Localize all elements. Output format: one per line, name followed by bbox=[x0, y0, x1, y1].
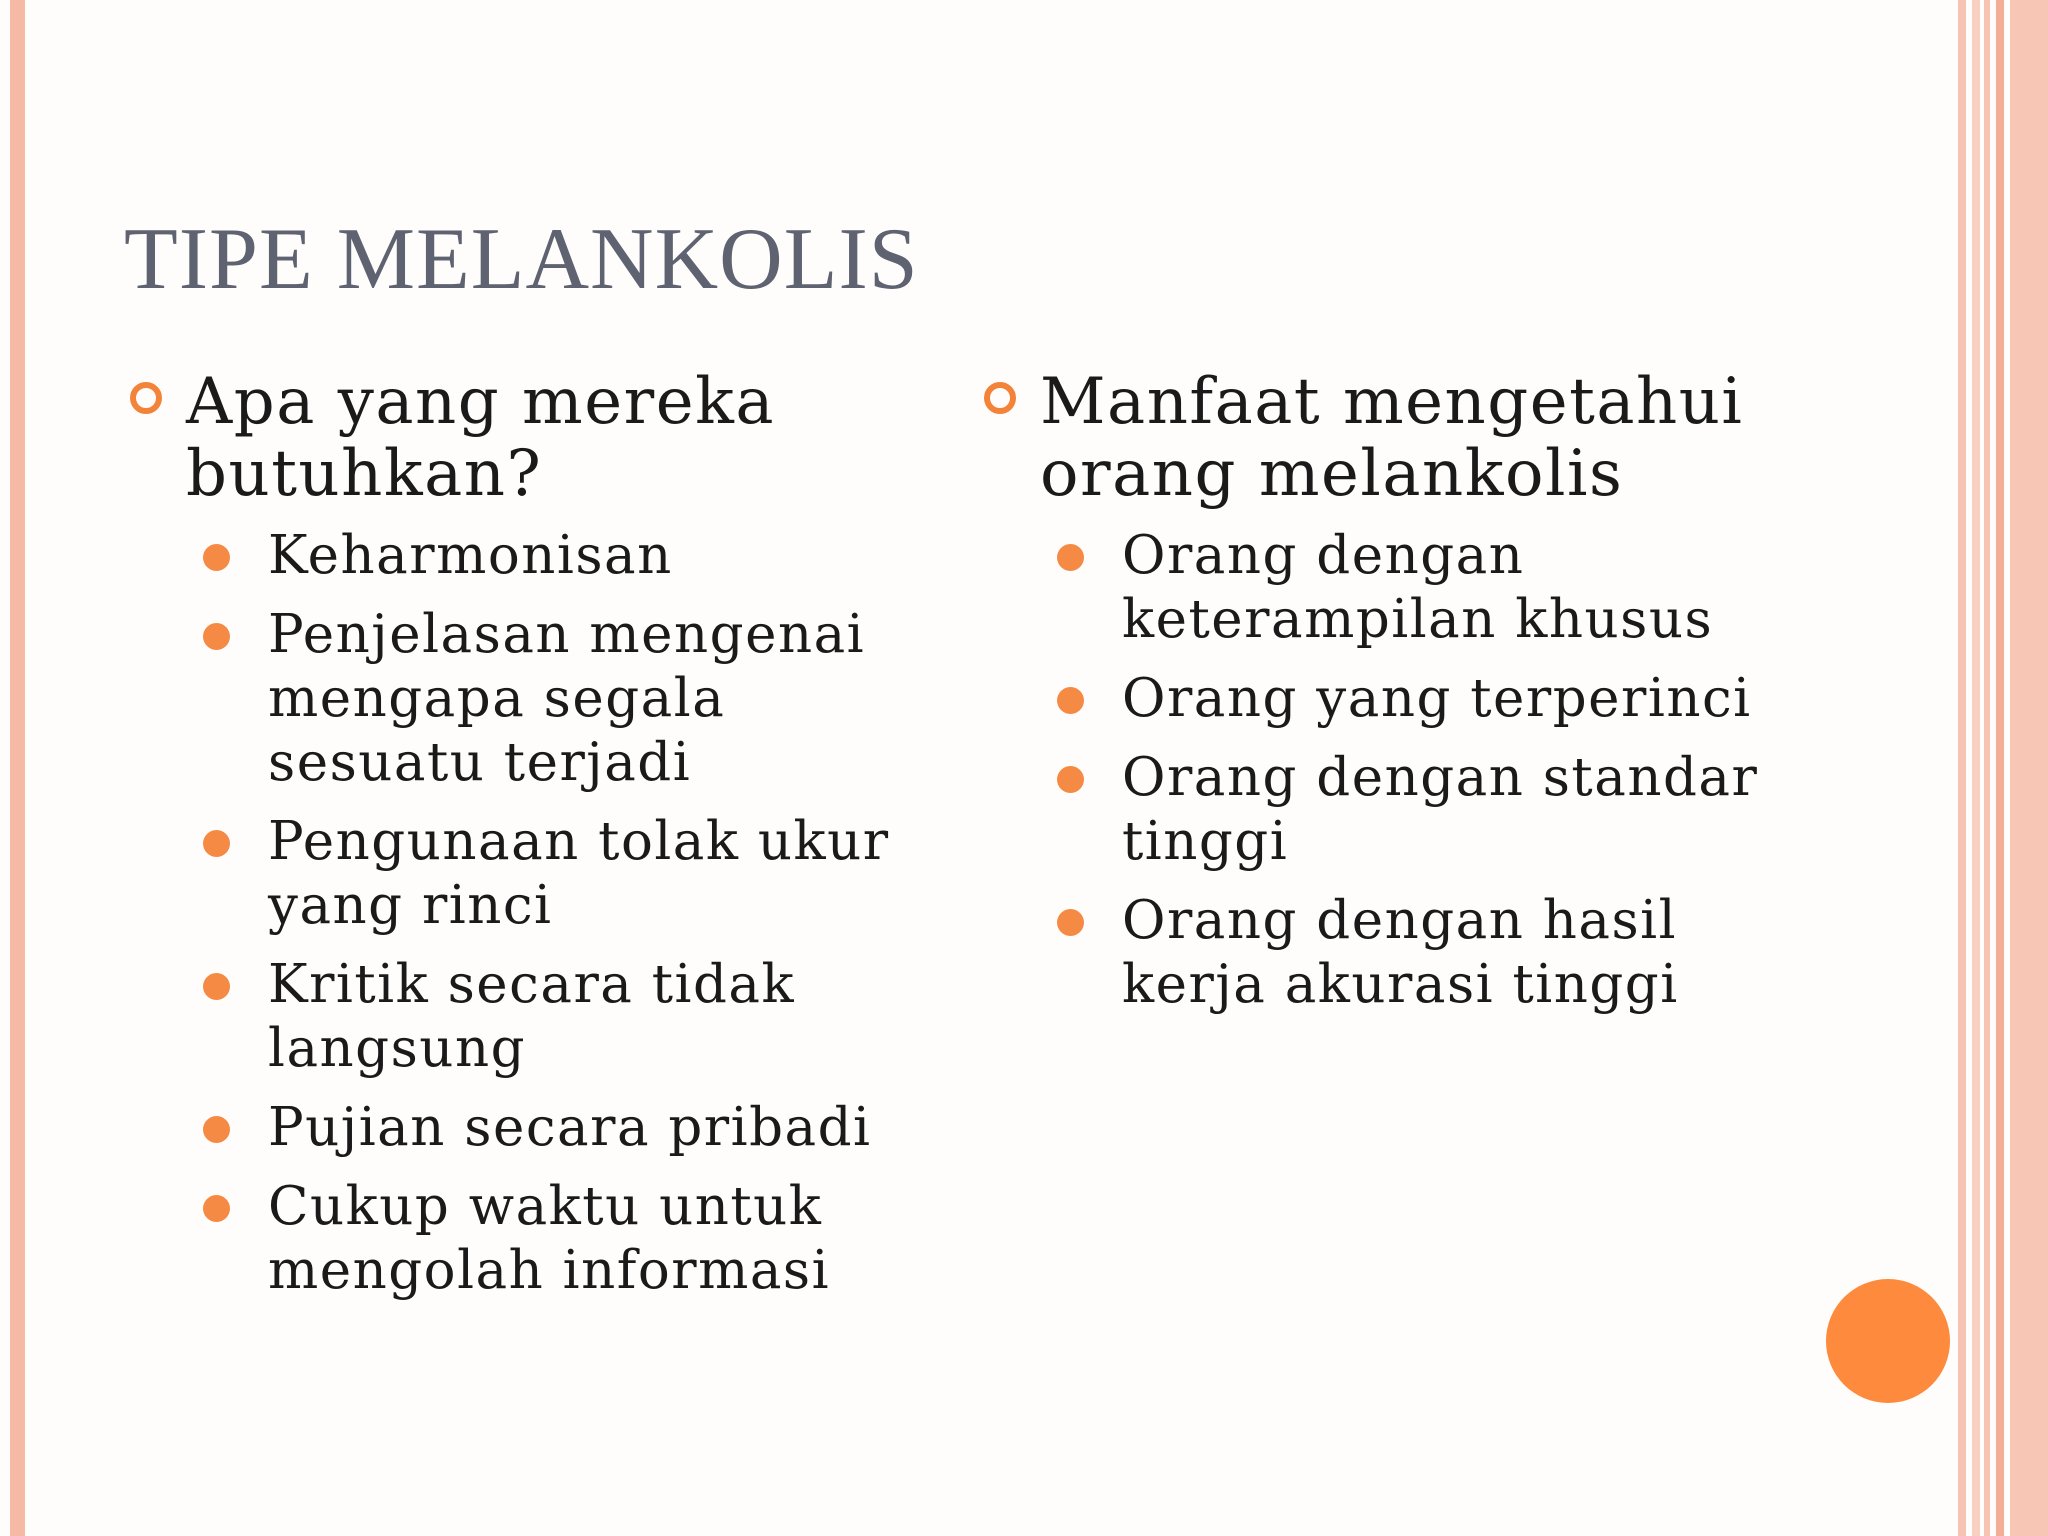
list-item bbox=[268, 603, 946, 795]
right-decorative-stripe bbox=[2010, 0, 2048, 1536]
right-decorative-stripe bbox=[1984, 0, 1990, 1536]
list-item bbox=[268, 953, 946, 1081]
list-item-text: Kritik secara tidak langsung bbox=[268, 954, 796, 1079]
left-heading-text: Apa yang mereka butuhkan? bbox=[186, 365, 775, 511]
right-heading-text: Manfaat mengetahui orang melankolis bbox=[1040, 365, 1744, 511]
right-column bbox=[980, 366, 1800, 1032]
dot-bullet-icon bbox=[1057, 687, 1084, 714]
list-item bbox=[1122, 889, 1800, 1017]
left-decorative-stripe bbox=[10, 0, 25, 1536]
left-column bbox=[126, 366, 946, 1318]
list-item-text: Orang dengan standar tinggi bbox=[1122, 747, 1759, 872]
dot-bullet-icon bbox=[203, 623, 230, 650]
dot-bullet-icon bbox=[203, 544, 230, 571]
dot-bullet-icon bbox=[203, 830, 230, 857]
left-sub-list bbox=[126, 524, 946, 1303]
list-item bbox=[268, 1096, 946, 1160]
ring-bullet-icon bbox=[984, 382, 1016, 414]
right-decorative-stripe bbox=[1972, 0, 1980, 1536]
dot-bullet-icon bbox=[1057, 544, 1084, 571]
right-decorative-stripe bbox=[1996, 0, 2004, 1536]
right-heading-item bbox=[980, 366, 1800, 510]
list-item-text: Orang yang terperinci bbox=[1122, 668, 1752, 729]
dot-bullet-icon bbox=[203, 1116, 230, 1143]
list-item-text: Keharmonisan bbox=[268, 525, 673, 586]
list-item bbox=[1122, 667, 1800, 731]
list-item-text: Pengunaan tolak ukur yang rinci bbox=[268, 811, 890, 936]
dot-bullet-icon bbox=[1057, 766, 1084, 793]
list-item bbox=[1122, 524, 1800, 652]
slide-title: TIPE MELANKOLIS bbox=[124, 211, 919, 308]
dot-bullet-icon bbox=[203, 973, 230, 1000]
list-item bbox=[1122, 746, 1800, 874]
decorative-circle bbox=[1826, 1279, 1950, 1403]
list-item-text: Pujian secara pribadi bbox=[268, 1097, 872, 1158]
list-item bbox=[268, 1175, 946, 1303]
list-item-text: Orang dengan keterampilan khusus bbox=[1122, 525, 1714, 650]
list-item bbox=[268, 524, 946, 588]
dot-bullet-icon bbox=[1057, 909, 1084, 936]
list-item-text: Cukup waktu untuk mengolah informasi bbox=[268, 1176, 831, 1301]
list-item bbox=[268, 810, 946, 938]
dot-bullet-icon bbox=[203, 1195, 230, 1222]
left-heading-item bbox=[126, 366, 946, 510]
list-item-text: Orang dengan hasil kerja akurasi tinggi bbox=[1122, 890, 1679, 1015]
right-sub-list bbox=[980, 524, 1800, 1017]
list-item-text: Penjelasan mengenai mengapa segala sesuatu terjadi bbox=[268, 604, 866, 793]
right-decorative-stripe bbox=[1958, 0, 1966, 1536]
ring-bullet-icon bbox=[130, 382, 162, 414]
